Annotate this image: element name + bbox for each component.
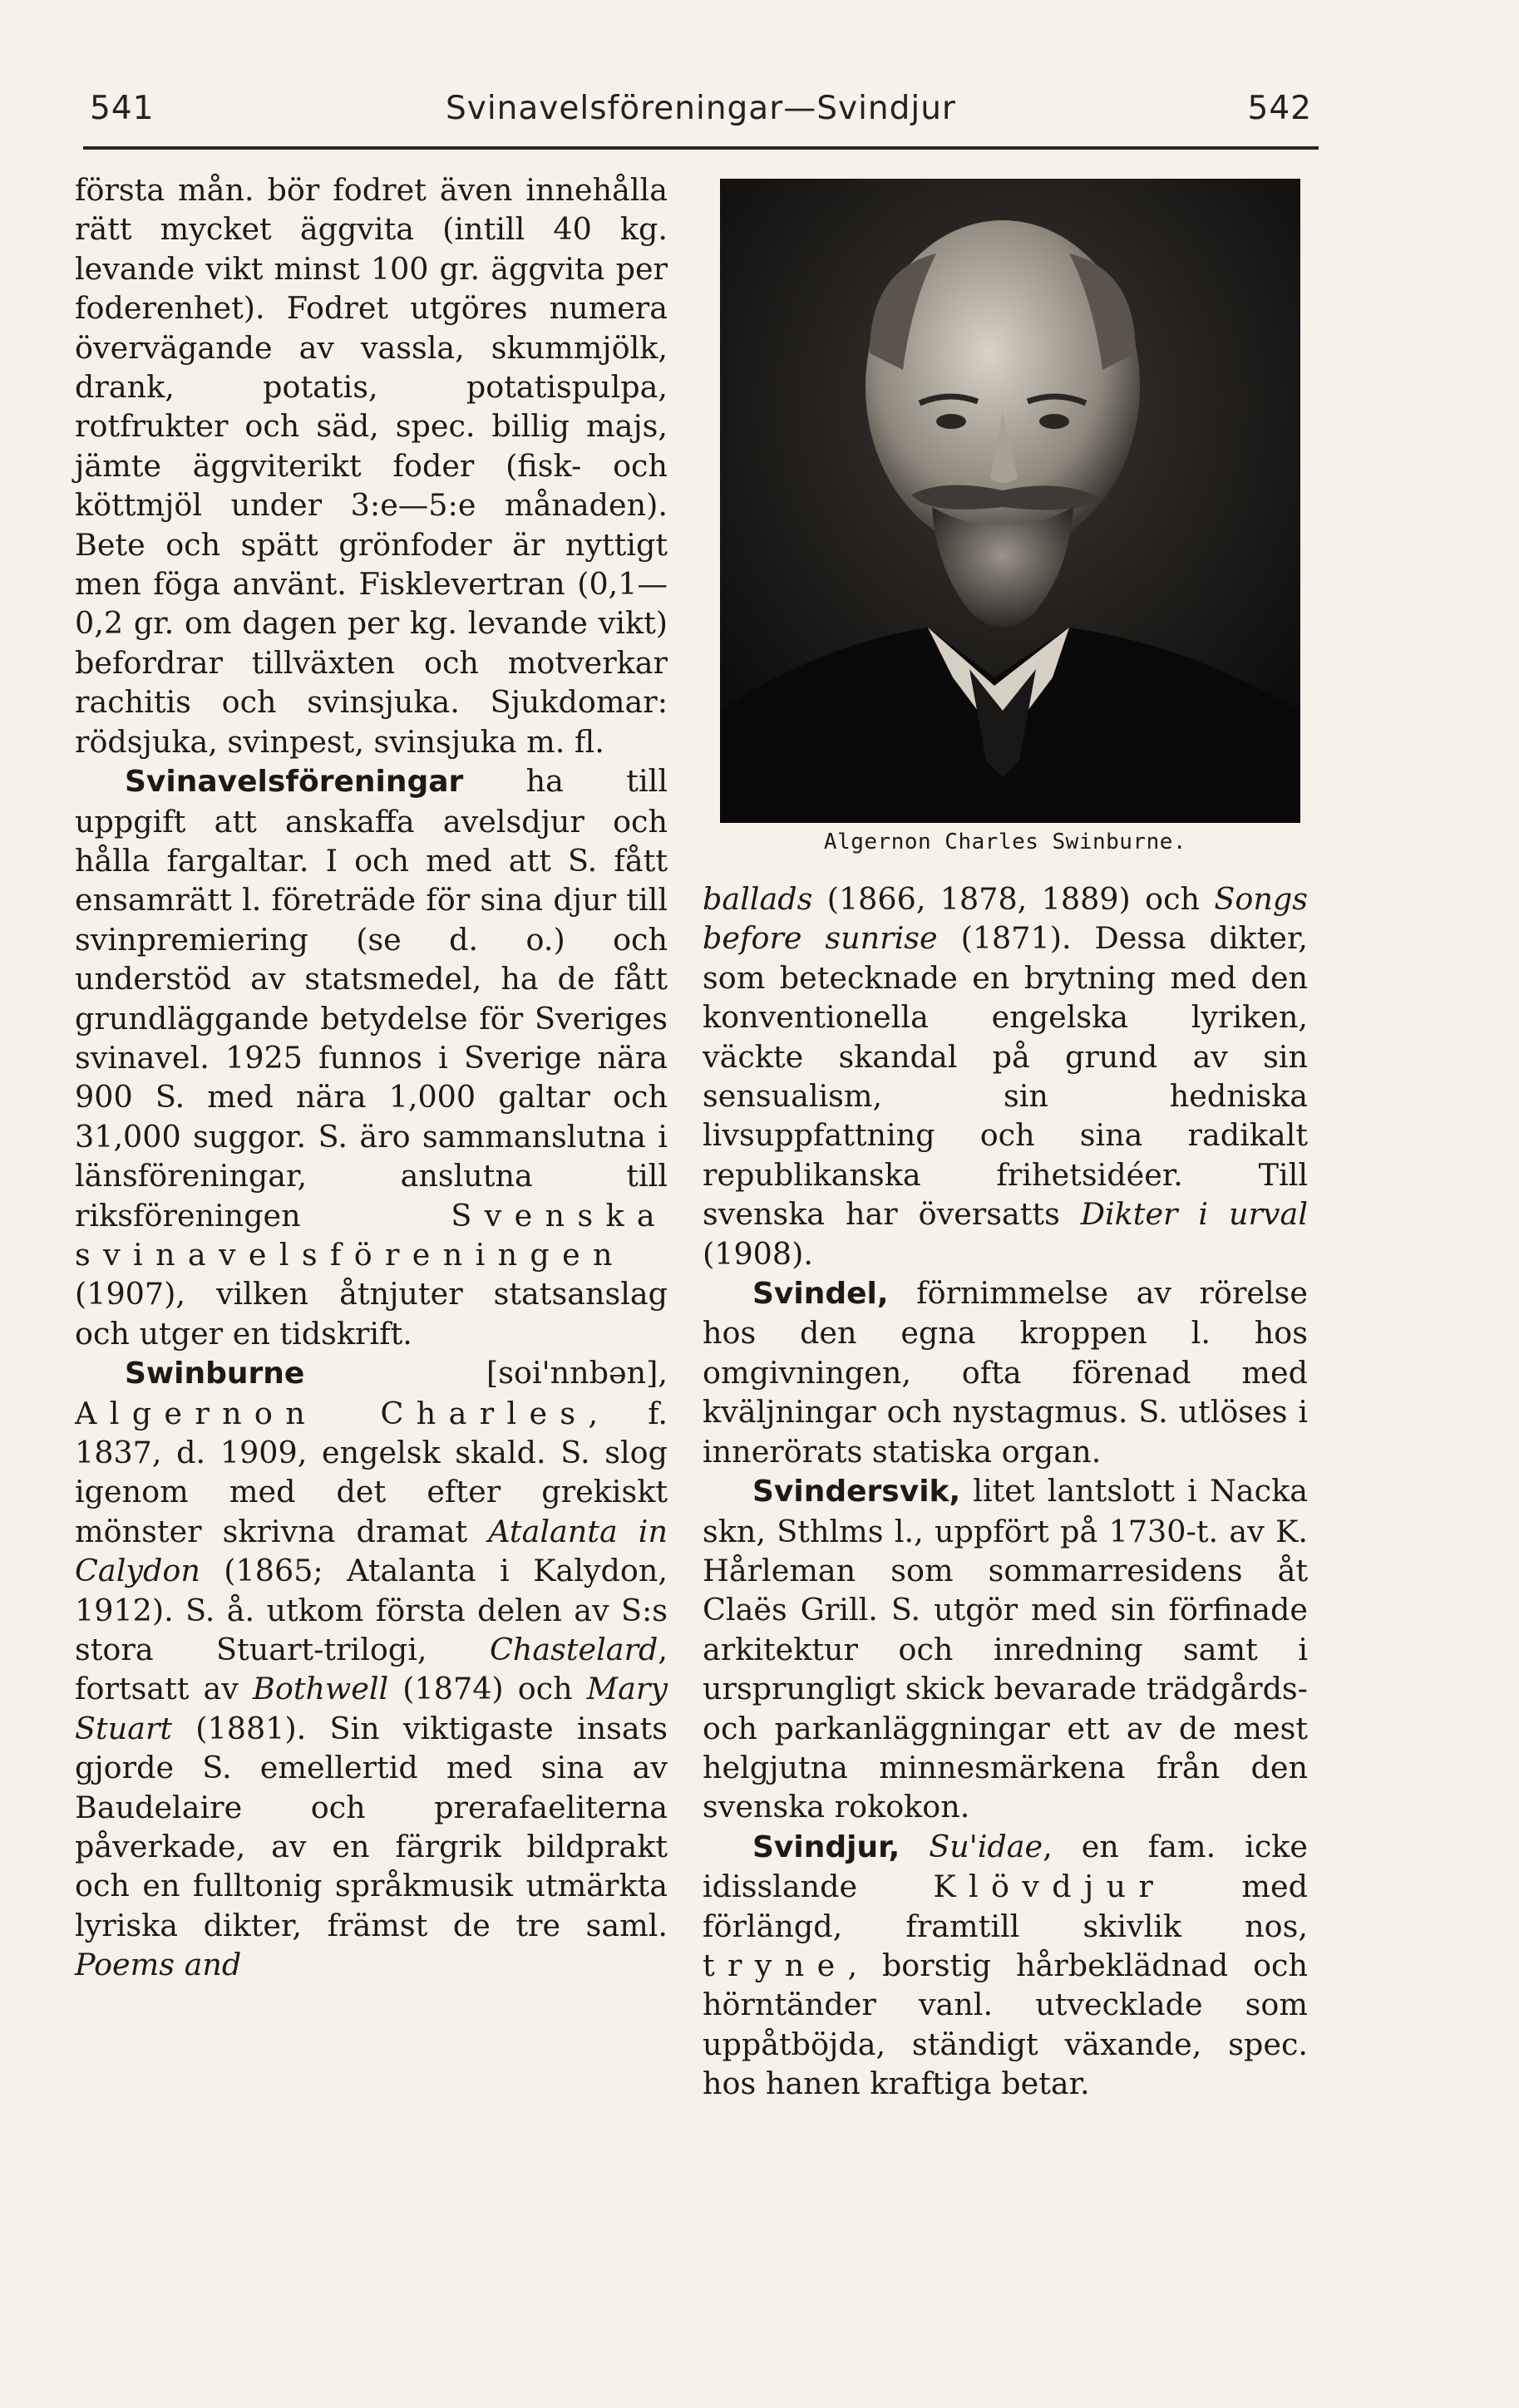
latin-name: Su'idae <box>929 1828 1043 1864</box>
entry-svindersvik: Svindersvik, litet lantslott i Nacka skn, Sthlms l., uppfört på 1730-t. av K. Hårleman som sommarresidens åt Claës Grill. S. utgör med sin förfinade arkitektur och inredning samt i ursprungligt skick bevarade trädgårds- och parkanläggningar ett av de mest helgjutna minnesmärkena från den svenska rokokon. <box>703 1473 1308 1825</box>
work-title: Mary Stuart <box>75 1671 668 1746</box>
entry-swinburne: Swinburne [soi'nnbən], Algernon Charles, f. 1837, d. 1909, engelsk skald. S. slog igenom med det efter grekiskt mönster skrivna dramat Atalanta in Calydon (1865; Atalanta i Kalydon, 1912). S. å. utkom första delen av S:s stora Stuart-trilogi, Chastelard, fortsatt av Bothwell (1874) och Mary Stuart (1881). Sin viktigaste insats gjorde S. emellertid med sina av Baudelaire och prerafaeliterna påverkade, av en färgrik bildprakt och en fulltonig språkmusik utmärkta lyriska dikter, främst de tre saml. Poems and <box>75 1355 668 1983</box>
entry-svindel: Svindel, förnimmelse av rörelse hos den egna kroppen l. hos omgivningen, ofta förenad med kväljningar och nystagmus. S. utlöses i innerörats statiska organ. <box>703 1275 1308 1470</box>
portrait-photo <box>720 179 1300 823</box>
work-title: Songs before sunrise <box>703 881 1308 957</box>
entry-svindjur: Svindjur, Su'idae, en fam. icke idisslande Klövdjur med förlängd, framtill skivlik nos, tryne, borstig hårbeklädnad och hörntänder vanl. utvecklade som uppåtböjda, ständigt växande, spec. hos hanen kraftiga betar. <box>703 1828 1308 2102</box>
work-title: ballads <box>703 881 813 917</box>
work-title: Atalanta in Calydon <box>75 1513 668 1589</box>
left-column <box>75 170 668 1985</box>
headword: Svinavelsföreningar <box>125 765 464 800</box>
right-column <box>703 879 1308 2104</box>
spaced-text: Svenska svinavelsföreningen <box>75 1197 668 1273</box>
headword: Svindersvik, <box>752 1475 961 1509</box>
entry-svinavelsforeningar: Svinavelsföreningar ha till uppgift att anskaffa avelsdjur och hålla fargaltar. I och med att S. fått ensamrätt l. företräde för sina djur till svinpremiering (se d. o.) och understöd av statsmedel, ha de fått grundläggande betydelse för Sveriges svinavel. 1925 funnos i Sverige nära 900 S. med nära 1,000 galtar och 31,000 suggor. S. äro sammanslutna i länsföreningar, anslutna till riksföreningen Svenska svinavelsföreningen (1907), vilken åtnjuter statsanslag och utger en tidskrift. <box>75 763 668 1352</box>
page-number-right: 542 <box>1247 90 1312 127</box>
spaced-text: tryne <box>703 1947 848 1983</box>
spaced-text: Algernon Charles <box>75 1395 589 1431</box>
portrait-caption: Algernon Charles Swinburne. <box>823 830 1187 854</box>
entry-swinburne-continued: ballads (1866, 1878, 1889) och Songs before sunrise (1871). Dessa dikter, som betecknade en brytning med den konventionella engelska lyriken, väckte skandal på grund av sin sensualism, sin hedniska livsuppfattning och sina radikalt republikanska frihetsidéer. Till svenska har översatts Dikter i urval (1908). <box>703 881 1308 1272</box>
work-title: Dikter i urval <box>1080 1196 1308 1233</box>
header-rule <box>83 146 1319 150</box>
page-number-left: 541 <box>90 90 155 127</box>
headword: Swinburne <box>125 1357 305 1391</box>
running-header <box>83 83 1319 136</box>
work-title: Chastelard <box>489 1632 658 1668</box>
work-title: Poems and <box>75 1947 242 1983</box>
headword: Svindjur, <box>752 1829 900 1864</box>
spaced-text: Klövdjur <box>933 1869 1166 1905</box>
paragraph-feeding-continued: första mån. bör fodret även innehålla rätt mycket äggvita (intill 40 kg. levande vikt minst 100 gr. äggvita per foderenhet). Fodret utgöres numera övervägande av vassla, skummjölk, drank, potatis, potatispulpa, rotfrukter och säd, spec. billig majs, jämte äggviterikt foder (fisk- och köttmjöl under 3:e—5:e månaden). Bete och spätt grönfoder är nyttigt men föga använt. Fisklevertran (0,1—0,2 gr. om dagen per kg. levande vikt) befordrar tillväxten och motverkar rachitis och svinsjuka. Sjukdomar: rödsjuka, svinpest, svinsjuka m. fl. <box>75 172 668 760</box>
running-title: Svinavelsföreningar—Svindjur <box>446 90 956 127</box>
headword: Svindel, <box>752 1277 889 1312</box>
work-title: Bothwell <box>253 1671 389 1707</box>
